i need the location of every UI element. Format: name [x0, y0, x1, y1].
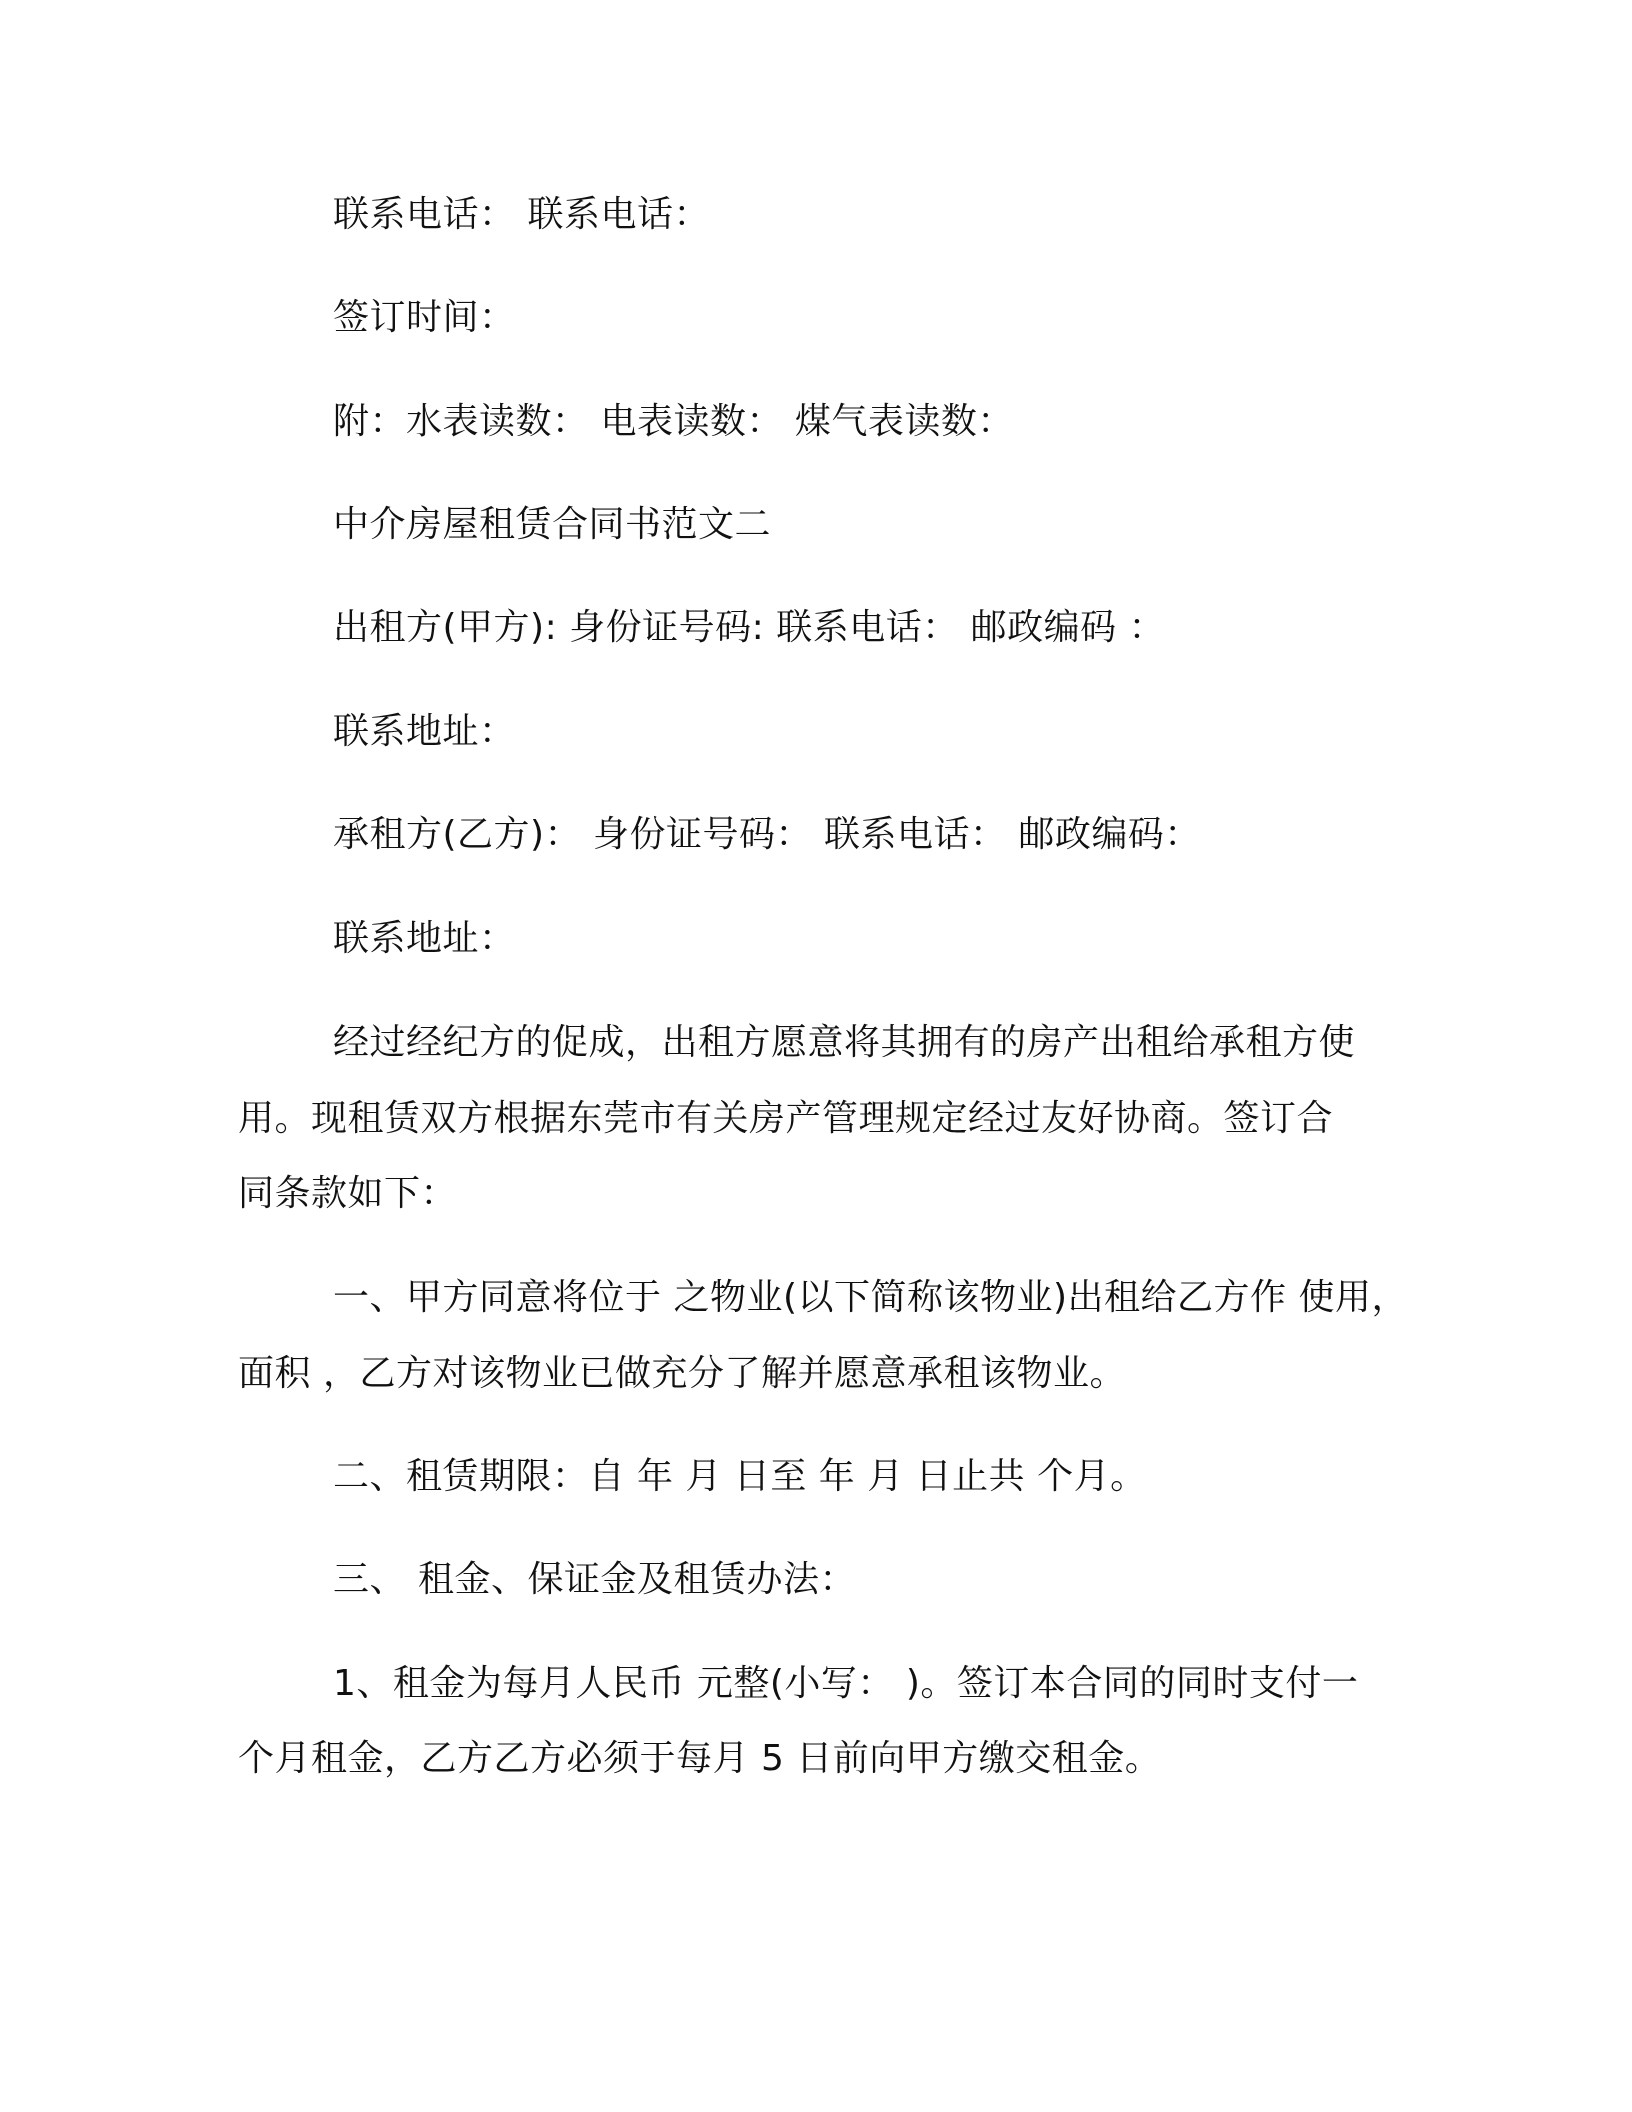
clause-2-line: 二、租赁期限：自 年 月 日至 年 月 日止共 个月。 [333, 1456, 1147, 1497]
lessor-info-line: 出租方(甲方): 身份证号码: 联系电话： 邮政编码 ： [333, 607, 1166, 648]
clause-3-1-line-1: 1、租金为每月人民币 元整(小写： )。签订本合同的同时支付一 [333, 1663, 1359, 1704]
lessee-info-line: 承租方(乙方)： 身份证号码： 联系电话： 邮政编码： [333, 814, 1201, 855]
section-title: 中介房屋租赁合同书范文二 [333, 504, 772, 545]
contact-phone-line: 联系电话： 联系电话： [333, 194, 710, 235]
clause-3-1-line-2: 个月租金，乙方乙方必须于每月 5 日前向甲方缴交租金。 [238, 1738, 1162, 1779]
signing-date-line: 签订时间： [333, 297, 516, 338]
lessor-address-line: 联系地址： [333, 711, 516, 752]
clause-1-line-2: 面积 ，乙方对该物业已做充分了解并愿意承租该物业。 [238, 1353, 1126, 1394]
clause-3-heading: 三、 租金、保证金及租赁办法： [333, 1559, 856, 1600]
preamble-line-3: 同条款如下： [238, 1173, 458, 1214]
preamble-line-2: 用。现租赁双方根据东莞市有关房产管理规定经过友好协商。签订合 [238, 1098, 1334, 1139]
meter-readings-line: 附：水表读数： 电表读数： 煤气表读数： [333, 401, 1014, 442]
clause-1-line-1: 一、甲方同意将位于 之物业(以下简称该物业)出租给乙方作 使用， [333, 1277, 1408, 1318]
preamble-line-1: 经过经纪方的促成，出租方愿意将其拥有的房产出租给承租方使 [333, 1022, 1356, 1063]
lessee-address-line: 联系地址： [333, 918, 516, 959]
